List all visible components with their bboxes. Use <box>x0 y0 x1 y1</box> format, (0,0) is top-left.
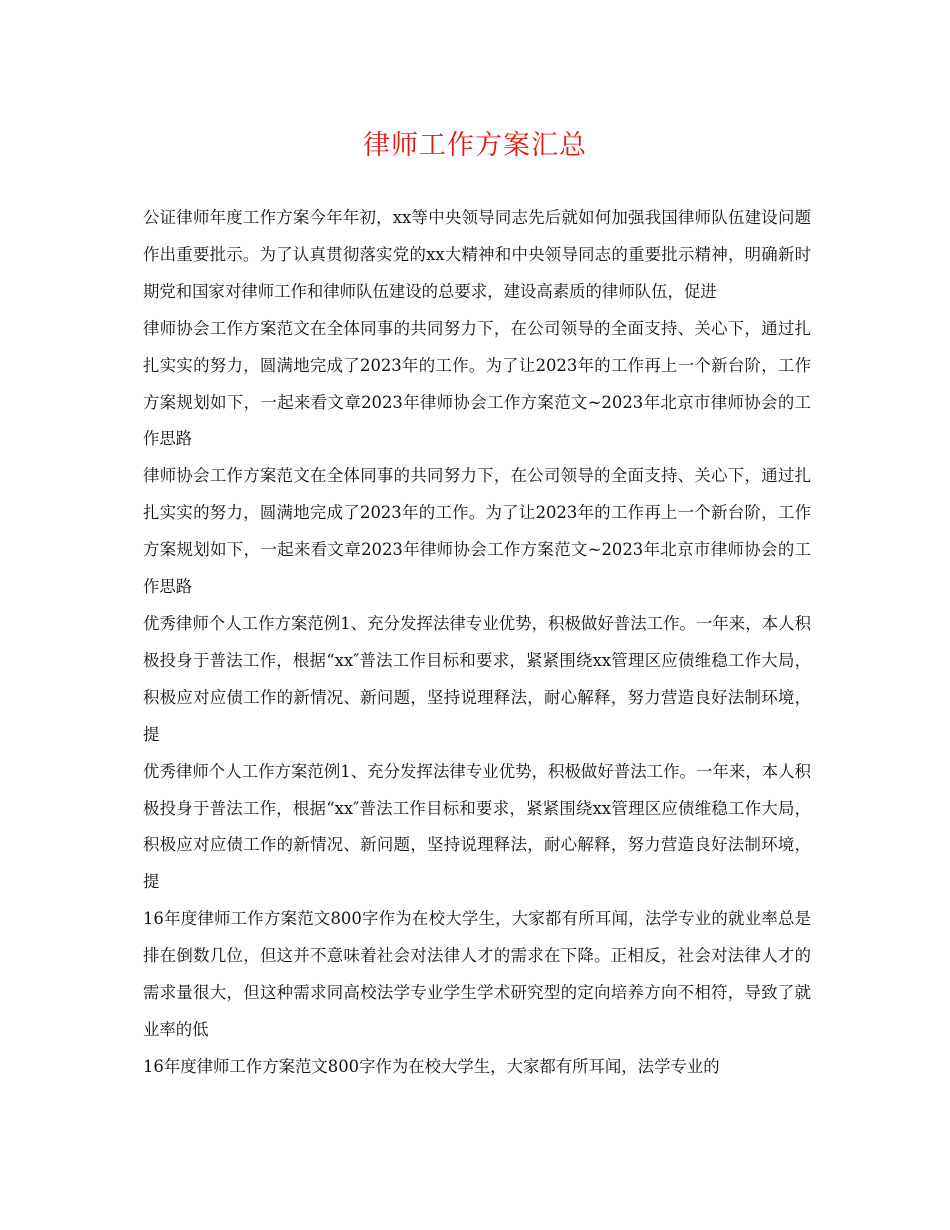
paragraph: 16年度律师工作方案范文800字作为在校大学生，大家都有所耳闻，法学专业的就业率总是排在倒数几位，但这并不意味着社会对法律人才的需求在下降。正相反，社会对法律人才的需求量很大，但这种需求同高校法学专业学生学术研究型的定向培养方向不相符，导致了就业率的低 <box>143 909 811 1039</box>
paragraph: 优秀律师个人工作方案范例1、充分发挥法律专业优势，积极做好普法工作。一年来，本人积极投身于普法工作，根据“xx″普法工作目标和要求，紧紧围绕xx管理区应债维稳工作大局，积极应对应债工作的新情况、新问题，坚持说理释法，耐心解释，努力营造良好法制环境，提 <box>143 761 811 892</box>
paragraph: 16年度律师工作方案范文800字作为在校大学生，大家都有所耳闻，法学专业的 <box>143 1056 720 1076</box>
document-body <box>143 200 811 1086</box>
paragraph: 律师协会工作方案范文在全体同事的共同努力下，在公司领导的全面支持、关心下，通过扎扎实实的努力，圆满地完成了2023年的工作。为了让2023年的工作再上一个新台阶，工作方案规划如下，一起来看文章2023年律师协会工作方案范文~2023年北京市律师协会的工作思路 <box>143 318 811 449</box>
paragraph: 公证律师年度工作方案今年年初，xx等中央领导同志先后就如何加强我国律师队伍建设问题作出重要批示。为了认真贯彻落实党的xx大精神和中央领导同志的重要批示精神，明确新时期党和国家对律师工作和律师队伍建设的总要求，建设高素质的律师队伍，促进 <box>143 208 811 301</box>
paragraph: 律师协会工作方案范文在全体同事的共同努力下，在公司领导的全面支持、关心下，通过扎扎实实的努力，圆满地完成了2023年的工作。为了让2023年的工作再上一个新台阶，工作方案规划如下，一起来看文章2023年律师协会工作方案范文~2023年北京市律师协会的工作思路 <box>143 466 811 597</box>
document-title: 律师工作方案汇总 <box>363 130 587 161</box>
paragraph: 优秀律师个人工作方案范例1、充分发挥法律专业优势，积极做好普法工作。一年来，本人积极投身于普法工作，根据“xx″普法工作目标和要求，紧紧围绕xx管理区应债维稳工作大局，积极应对应债工作的新情况、新问题，坚持说理释法，耐心解释，努力营造良好法制环境，提 <box>143 613 811 744</box>
